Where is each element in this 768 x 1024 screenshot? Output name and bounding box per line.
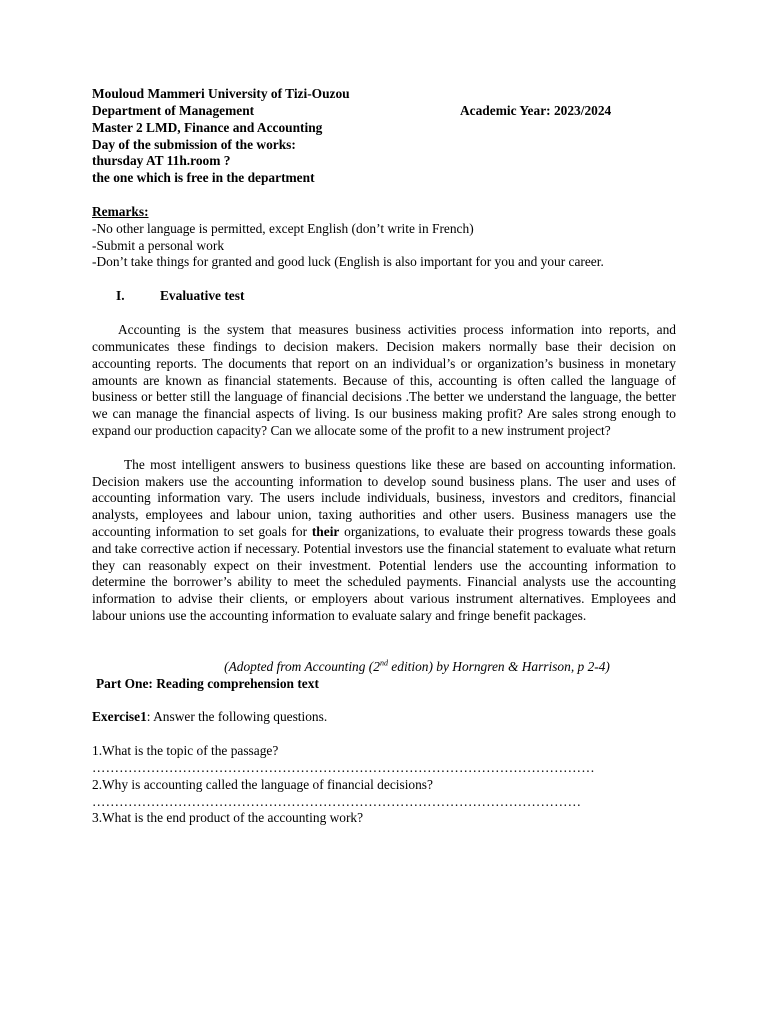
paragraph-2 bbox=[92, 457, 676, 625]
answer-line-1[interactable]: ………………………………………………………………………………………………… bbox=[92, 759, 595, 775]
university-name: Mouloud Mammeri University of Tizi-Ouzou bbox=[92, 86, 350, 101]
program-name: Master 2 LMD, Finance and Accounting bbox=[92, 119, 323, 135]
source-prefix: (Adopted from Accounting (2 bbox=[224, 658, 380, 674]
department-line bbox=[92, 103, 676, 120]
exercise-label: Exercise1 bbox=[92, 709, 147, 725]
submission-day: Day of the submission of the works: bbox=[92, 136, 296, 152]
source-suffix: edition) by Horngren & Harrison, p 2-4) bbox=[387, 658, 610, 674]
question-2: 2.Why is accounting called the language of financial decisions? bbox=[92, 776, 433, 792]
academic-year: Academic Year: 2023/2024 bbox=[460, 102, 612, 118]
paragraph-2-bold-word: their bbox=[311, 523, 340, 539]
header-block bbox=[92, 86, 676, 187]
answer-line-2[interactable]: ……………………………………………………………………………………………… bbox=[92, 793, 582, 809]
exercise-heading bbox=[92, 709, 676, 726]
section-heading bbox=[92, 288, 676, 305]
department-name: Department of Management bbox=[92, 102, 255, 118]
paragraph-1: Accounting is the system that measures business activities process information into reports, and communicates these findings to decision makers. Decision makers normally base their decision on accounting reports. The documents that report on an individual’s or organization’s business in monetary amounts are known as financial statements. Because of this, accounting is often called the language of business or better still the language of financial decisions .The better we understand the language, the better we can manage the financial aspects of living. Is our business making profit? Are sales strong enough to expand our production capacity? Can we allocate some of the profit to a new instrument project? bbox=[92, 322, 676, 438]
source-citation bbox=[92, 659, 676, 676]
submission-time: thursday AT 11h.room ? bbox=[92, 153, 231, 169]
paragraph-2-end: organizations, to evaluate their progress towards these goals and take corrective action if necessary. Potential investors use the financial statement to evaluate what return they can reasonably expect on their investment. Potential lenders use the accounting information to determine the borrower’s ability to meet the scheduled payments. Financial analysts use the accounting information to advise their clients, or employers about various instrument alternatives. Employees and labour unions use the accounting information to evaluate salary and fringe benefit packages. bbox=[92, 523, 676, 623]
remark-item: -Submit a personal work bbox=[92, 237, 225, 253]
source-superscript: nd bbox=[379, 658, 388, 668]
question-1: 1.What is the topic of the passage? bbox=[92, 743, 279, 759]
submission-room: the one which is free in the department bbox=[92, 170, 315, 186]
remark-item: -Don’t take things for granted and good luck (English is also important for you and your career. bbox=[92, 254, 604, 270]
exam-document bbox=[92, 86, 676, 827]
exercise-instruction: : Answer the following questions. bbox=[146, 709, 328, 725]
paragraph-2-start: The most intelligent answers to business questions like these are based on accounting information. Decision makers use the accounting information to develop sound business plans. The user and uses of accounting information vary. The users include individuals, business, investors and creditors, financial analysts, employees and labour union, taxing authorities and other users. Business managers use the accounting information to set goals for bbox=[92, 456, 676, 539]
remarks-title: Remarks: bbox=[92, 203, 149, 219]
part-one-title: Part One: Reading comprehension text bbox=[96, 675, 319, 691]
remark-item: -No other language is permitted, except English (don’t write in French) bbox=[92, 220, 474, 236]
section-title: Evaluative test bbox=[160, 288, 245, 304]
question-3: 3.What is the end product of the accounting work? bbox=[92, 810, 364, 826]
remarks-block bbox=[92, 204, 676, 271]
section-number: I. bbox=[116, 288, 125, 304]
